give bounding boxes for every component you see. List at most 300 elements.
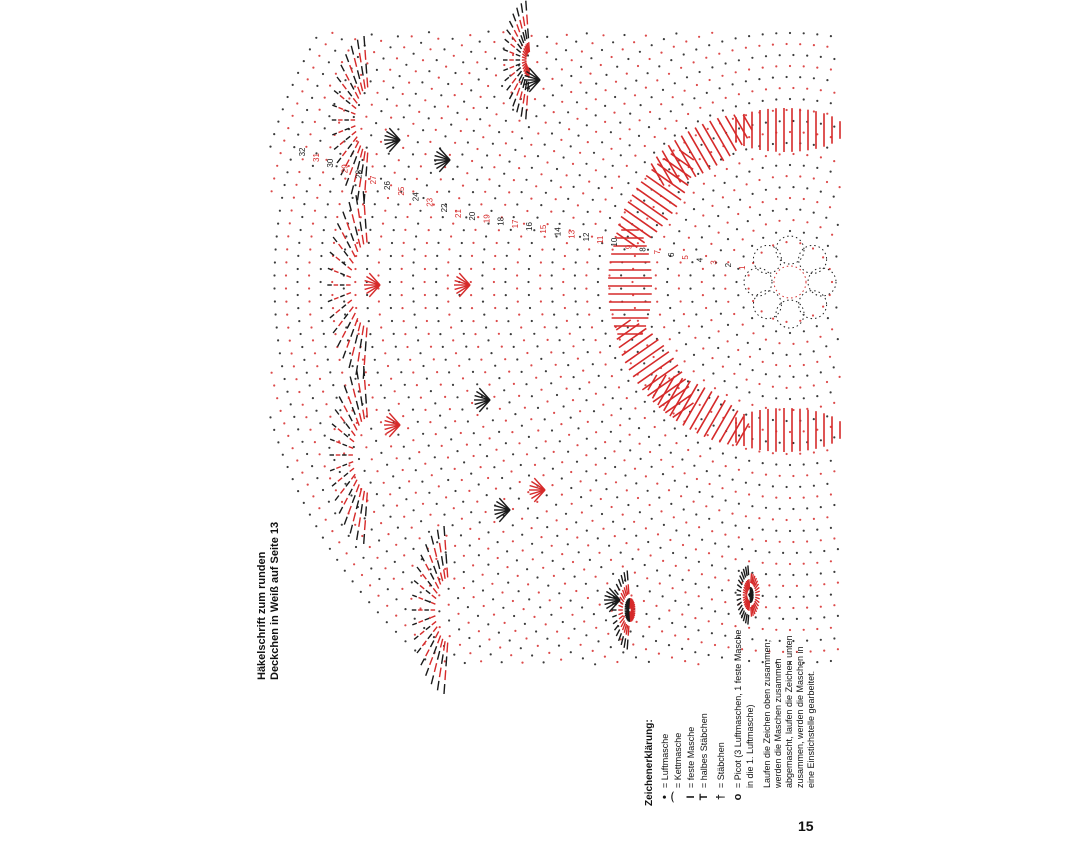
chain-dot xyxy=(751,90,753,92)
chain-dot xyxy=(600,64,602,66)
chain-dot xyxy=(296,459,298,461)
chain-dot xyxy=(476,148,478,150)
chain-dot xyxy=(583,568,585,570)
chain-dot xyxy=(281,365,283,367)
stitch-row xyxy=(688,131,710,169)
chain-dot xyxy=(553,314,555,316)
chain-dot xyxy=(357,56,359,58)
chain-dot xyxy=(816,167,818,169)
chain-dot xyxy=(789,197,791,199)
chain-dot xyxy=(772,419,774,421)
chain-dot xyxy=(611,375,613,377)
chain-dot xyxy=(411,35,413,37)
chain-dot xyxy=(328,447,330,449)
chain-dot xyxy=(663,524,665,526)
chain-dot xyxy=(435,294,437,296)
chain-dot xyxy=(435,433,437,435)
chain-dot xyxy=(572,217,574,219)
chain-dot xyxy=(721,75,723,77)
chain-dot xyxy=(694,617,696,619)
chain-dot xyxy=(735,105,737,107)
chain-dot xyxy=(412,409,414,411)
chain-dot xyxy=(273,177,275,179)
chain-dot xyxy=(301,121,303,123)
round-label: 29 xyxy=(340,164,350,174)
chain-dot xyxy=(605,89,607,91)
chain-dot xyxy=(833,571,835,573)
double-crochet-stitch xyxy=(503,50,508,52)
chain-dot xyxy=(496,242,498,244)
double-crochet-stitch xyxy=(507,30,511,35)
chain-dot xyxy=(535,185,537,187)
chain-dot xyxy=(572,399,574,401)
chain-dot xyxy=(580,644,582,646)
chain-dot xyxy=(588,181,590,183)
stitch-row xyxy=(621,216,651,237)
chain-dot xyxy=(765,155,767,157)
chain-dot xyxy=(479,645,481,647)
double-crochet-stitch xyxy=(621,575,623,584)
double-crochet-stitch xyxy=(335,496,339,501)
chain-dot xyxy=(662,560,664,562)
double-crochet-stitch xyxy=(434,663,436,672)
slip-stitch-icon: ⌒ xyxy=(672,791,684,803)
chain-dot xyxy=(466,118,468,120)
chain-dot xyxy=(385,129,387,131)
chain-dot xyxy=(438,594,440,596)
chain-dot xyxy=(803,330,805,332)
chain-dot xyxy=(408,166,410,168)
chain-dot xyxy=(779,508,781,510)
chain-dot xyxy=(586,438,588,440)
chain-dot xyxy=(561,84,563,86)
chain-dot xyxy=(551,301,553,303)
chain-dot xyxy=(518,498,520,500)
chain-dot xyxy=(397,128,399,130)
chain-dot xyxy=(380,141,382,143)
chain-dot xyxy=(582,223,584,225)
chain-dot xyxy=(786,142,788,144)
double-crochet-stitch xyxy=(627,571,628,581)
chain-dot xyxy=(302,404,304,406)
chain-dot xyxy=(803,397,805,399)
chain-dot xyxy=(461,320,463,322)
chain-dot xyxy=(447,83,449,85)
chain-dot xyxy=(536,217,538,219)
chain-dot xyxy=(536,517,538,519)
chain-dot xyxy=(779,87,781,89)
chain-dot xyxy=(699,491,701,493)
chain-dot xyxy=(629,434,631,436)
chain-dot xyxy=(384,210,386,212)
chain-dot xyxy=(402,469,404,471)
chain-dot xyxy=(269,416,271,418)
chain-dot xyxy=(591,326,593,328)
chain-dot xyxy=(635,482,637,484)
chain-dot xyxy=(684,202,686,204)
double-crochet-stitch xyxy=(426,626,430,629)
double-crochet-stitch xyxy=(354,424,357,431)
chain-dot xyxy=(592,363,594,365)
chain-dot xyxy=(498,333,500,335)
chain-dot xyxy=(566,528,568,530)
chain-dot xyxy=(530,198,532,200)
chain-dot xyxy=(361,535,363,537)
chain-dot xyxy=(563,405,565,407)
chain-dot xyxy=(833,160,835,162)
double-crochet-stitch xyxy=(363,491,365,501)
round-label: 14 xyxy=(553,227,563,237)
chain-dot xyxy=(292,115,294,117)
chain-dot xyxy=(722,452,724,454)
double-crochet-stitch xyxy=(440,668,442,678)
chain-dot xyxy=(803,98,805,100)
chain-dot xyxy=(634,94,636,96)
chain-dot xyxy=(498,131,500,133)
double-crochet-stitch xyxy=(347,276,352,278)
chain-dot xyxy=(813,350,815,352)
chain-dot xyxy=(585,583,587,585)
chain-dot xyxy=(486,68,488,70)
chain-dot xyxy=(285,261,287,263)
double-crochet-stitch xyxy=(339,507,342,514)
chain-dot xyxy=(534,98,536,100)
chain-dot xyxy=(576,536,578,538)
chain-dot xyxy=(301,216,303,218)
round-label: 19 xyxy=(482,214,492,224)
chain-dot xyxy=(762,33,764,35)
chain-dot xyxy=(711,32,713,34)
legend-item-label: = halbes Stäbchen xyxy=(699,713,709,788)
chain-dot xyxy=(291,209,293,211)
chain-dot xyxy=(352,197,354,199)
chain-dot xyxy=(620,274,622,276)
chain-dot xyxy=(306,453,308,455)
chain-dot xyxy=(732,444,734,446)
chain-dot xyxy=(273,287,275,289)
chain-dot xyxy=(572,163,574,165)
chain-dot xyxy=(580,496,582,498)
chain-dot xyxy=(420,165,422,167)
chain-dot xyxy=(634,255,636,257)
leaf-motif xyxy=(647,103,759,193)
chain-dot xyxy=(643,600,645,602)
chain-dot xyxy=(806,154,808,156)
chain-dot xyxy=(435,558,437,560)
chain-dot xyxy=(789,563,791,565)
chain-dot xyxy=(830,660,832,662)
chain-dot xyxy=(560,376,562,378)
chain-dot xyxy=(319,422,321,424)
chain-dot xyxy=(339,203,341,205)
chain-dot xyxy=(411,565,413,567)
double-crochet-stitch xyxy=(352,105,356,109)
chain-dot xyxy=(413,261,415,263)
chain-dot xyxy=(452,38,454,40)
chain-dot xyxy=(460,130,462,132)
chain-dot xyxy=(487,85,489,87)
chain-dot xyxy=(444,427,446,429)
chain-dot xyxy=(612,313,614,315)
chain-dot xyxy=(324,97,326,99)
chain-dot xyxy=(755,550,757,552)
chain-dot xyxy=(660,52,662,54)
chain-dot xyxy=(792,508,794,510)
chain-dot xyxy=(497,573,499,575)
chain-dot xyxy=(463,229,465,231)
chain-dot xyxy=(627,58,629,60)
chain-dot xyxy=(412,439,414,441)
chain-dot xyxy=(748,102,750,104)
chain-dot xyxy=(537,645,539,647)
chain-dot xyxy=(455,352,457,354)
chain-dot xyxy=(671,622,673,624)
chain-dot xyxy=(792,219,794,221)
chain-dot xyxy=(487,564,489,566)
chain-dot xyxy=(575,590,577,592)
chain-dot xyxy=(542,88,544,90)
double-crochet-stitch xyxy=(511,73,515,76)
chain-dot xyxy=(354,281,356,283)
chain-dot xyxy=(556,535,558,537)
chain-dot xyxy=(472,564,474,566)
chain-dot xyxy=(435,268,437,270)
chain-dot xyxy=(759,214,761,216)
chain-dot xyxy=(344,178,346,180)
chain-dot xyxy=(470,268,472,270)
chain-dot xyxy=(417,223,419,225)
chain-dot xyxy=(772,386,774,388)
chain-dot xyxy=(502,531,504,533)
chain-dot xyxy=(747,342,749,344)
chain-dot xyxy=(593,152,595,154)
chain-dot xyxy=(300,333,302,335)
chain-dot xyxy=(480,359,482,361)
chain-dot xyxy=(344,248,346,250)
chain-dot xyxy=(595,83,597,85)
legend-item-half-double xyxy=(698,630,711,806)
double-crochet-stitch xyxy=(338,429,342,433)
chain-dot xyxy=(656,483,658,485)
chain-dot xyxy=(452,178,454,180)
chain-dot xyxy=(765,122,767,124)
chain-dot xyxy=(564,583,566,585)
chain-dot xyxy=(322,171,324,173)
chain-dot xyxy=(711,357,713,359)
legend-note-line: abgemascht, laufen die Zeichen unten xyxy=(784,635,794,788)
chain-dot xyxy=(637,548,639,550)
chain-dot xyxy=(724,274,726,276)
chain-dot xyxy=(820,539,822,541)
chain-dot xyxy=(829,356,831,358)
chain-dot xyxy=(380,235,382,237)
chain-dot xyxy=(463,461,465,463)
double-crochet-stitch xyxy=(337,77,341,82)
chain-dot xyxy=(467,141,469,143)
chain-dot xyxy=(714,175,716,177)
chain-dot xyxy=(277,441,279,443)
chain-dot xyxy=(369,229,371,231)
chain-dot xyxy=(668,377,670,379)
stitch-row xyxy=(656,157,672,185)
chain-dot xyxy=(463,571,465,573)
chain-dot xyxy=(713,274,715,276)
legend-heading: Zeichenerklärung: xyxy=(644,719,655,806)
chain-dot xyxy=(282,108,284,110)
center-petal xyxy=(753,291,781,319)
chain-dot xyxy=(607,633,609,635)
chain-dot xyxy=(721,521,723,523)
chain-dot xyxy=(314,352,316,354)
chain-dot xyxy=(789,131,791,133)
chain-dot xyxy=(395,544,397,546)
chain-dot xyxy=(323,333,325,335)
chain-dot xyxy=(543,105,545,107)
chain-dot xyxy=(309,313,311,315)
chain-dot xyxy=(329,548,331,550)
double-crochet-stitch xyxy=(348,506,351,514)
chain-dot xyxy=(449,635,451,637)
chain-dot xyxy=(439,333,441,335)
chain-dot xyxy=(624,211,626,213)
chain-dot xyxy=(826,181,828,183)
double-crochet-stitch xyxy=(523,32,525,41)
double-crochet-stitch xyxy=(441,639,443,648)
chain-dot xyxy=(320,281,322,283)
chain-dot xyxy=(706,92,708,94)
chain-dot xyxy=(709,483,711,485)
chain-dot xyxy=(639,511,641,513)
chain-dot xyxy=(837,582,839,584)
chain-dot xyxy=(568,128,570,130)
chain-dot xyxy=(503,102,505,104)
chain-dot xyxy=(733,189,735,191)
chain-dot xyxy=(579,236,581,238)
chain-dot xyxy=(437,524,439,526)
double-crochet-stitch xyxy=(751,607,752,617)
chain-dot xyxy=(644,384,646,386)
chain-dot xyxy=(799,353,801,355)
chain-dot xyxy=(287,96,289,98)
chain-dot xyxy=(415,469,417,471)
chain-dot xyxy=(666,281,668,283)
chain-dot xyxy=(738,434,740,436)
chain-dot xyxy=(335,489,337,491)
chart-title-line-1: Häkelschrift zum runden xyxy=(256,551,268,680)
legend-item-label: = Stäbchen xyxy=(716,742,726,788)
chain-dot xyxy=(599,307,601,309)
double-crochet-stitch xyxy=(513,99,516,107)
chain-dot xyxy=(826,516,828,518)
chain-dot xyxy=(782,552,784,554)
chain-dot xyxy=(561,477,563,479)
chain-dot xyxy=(683,313,685,315)
chain-dot xyxy=(430,172,432,174)
chain-dot xyxy=(325,519,327,521)
chain-dot xyxy=(731,49,733,51)
chain-dot xyxy=(656,569,658,571)
chain-dot xyxy=(408,480,410,482)
chain-dot xyxy=(374,203,376,205)
chain-dot xyxy=(731,513,733,515)
chain-dot xyxy=(444,135,446,137)
double-crochet-stitch xyxy=(510,21,513,28)
chain-dot xyxy=(595,223,597,225)
chain-dot xyxy=(444,660,446,662)
chain-dot xyxy=(415,235,417,237)
chain-dot xyxy=(775,198,777,200)
chain-dot xyxy=(605,333,607,335)
chain-dot xyxy=(799,76,801,78)
chain-dot xyxy=(520,647,522,649)
double-crochet-stitch xyxy=(426,564,429,571)
chain-dot xyxy=(708,337,710,339)
chain-dot xyxy=(672,587,674,589)
double-crochet-stitch xyxy=(351,46,353,55)
chain-dot xyxy=(406,346,408,348)
chain-dot xyxy=(819,226,821,228)
chain-dot xyxy=(670,110,672,112)
chain-dot xyxy=(339,471,341,473)
chain-dot xyxy=(602,404,604,406)
chain-dot xyxy=(540,261,542,263)
chain-dot xyxy=(742,324,744,326)
chain-dot xyxy=(329,371,331,373)
double-crochet-stitch xyxy=(349,258,353,263)
double-crochet-stitch xyxy=(358,70,360,79)
chain-dot xyxy=(725,499,727,501)
chain-dot xyxy=(396,505,398,507)
chain-dot xyxy=(473,455,475,457)
chain-dot xyxy=(735,457,737,459)
double-crochet-stitch xyxy=(750,593,751,603)
chain-dot xyxy=(556,519,558,521)
chain-dot xyxy=(702,347,704,349)
double-crochet-stitch xyxy=(351,233,354,241)
chain-dot xyxy=(331,32,333,34)
chain-dot xyxy=(609,345,611,347)
chain-dot xyxy=(635,656,637,658)
chain-dot xyxy=(298,320,300,322)
chain-dot xyxy=(816,562,818,564)
chain-dot xyxy=(424,409,426,411)
chain-dot xyxy=(637,65,639,67)
chain-dot xyxy=(601,421,603,423)
chain-dot xyxy=(384,567,386,569)
chain-dot xyxy=(422,129,424,131)
chain-dot xyxy=(591,520,593,522)
chain-dot xyxy=(325,346,327,348)
chain-dot xyxy=(303,203,305,205)
chain-dot xyxy=(559,122,561,124)
chain-dot xyxy=(640,458,642,460)
chain-dot xyxy=(290,159,292,161)
chain-dot xyxy=(523,339,525,341)
double-crochet-stitch xyxy=(365,219,366,229)
chain-dot xyxy=(478,483,480,485)
chain-dot xyxy=(597,281,599,283)
chain-dot xyxy=(604,386,606,388)
chain-dot xyxy=(426,378,428,380)
chain-dot xyxy=(520,464,522,466)
chain-dot xyxy=(711,205,713,207)
chain-dot xyxy=(556,394,558,396)
double-crochet-stitch xyxy=(339,108,344,110)
chain-dot xyxy=(748,560,750,562)
double-crochet-stitch xyxy=(364,205,365,215)
chain-dot xyxy=(473,596,475,598)
chain-dot xyxy=(600,566,602,568)
